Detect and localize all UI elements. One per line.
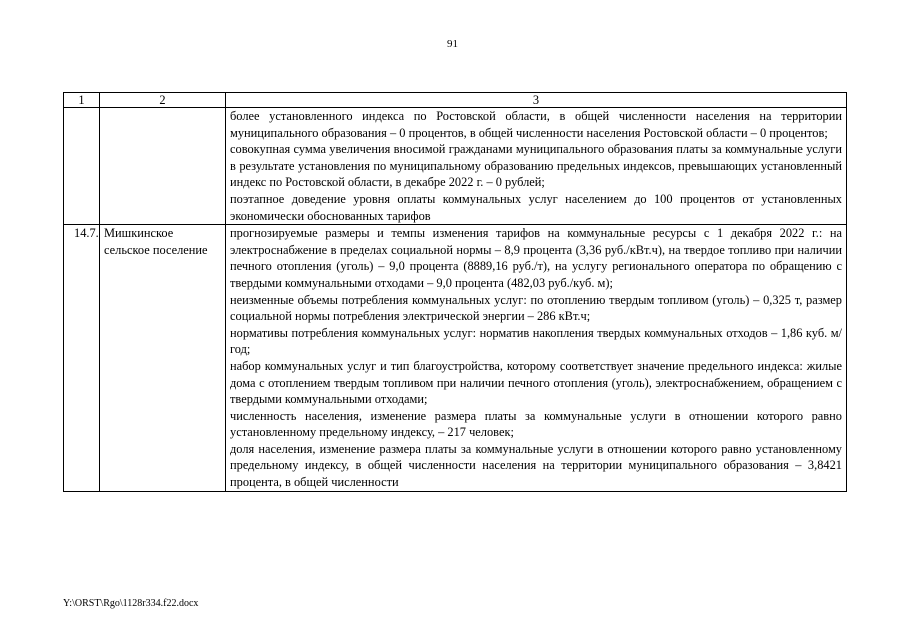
row-description — [226, 225, 847, 492]
row-municipality: Мишкинское сельское поселение — [100, 225, 226, 492]
header-col-3: 3 — [226, 93, 847, 108]
table-row-14-7 — [64, 225, 847, 492]
row-number — [64, 108, 100, 225]
paragraph: прогнозируемые размеры и темпы изменения тарифов на коммунальные ресурсы с 1 декабря 2022 г.: на электроснабжение в пределах социальной нормы – 8,9 процента (3,36 руб./кВт.ч), на твердое топливо при наличии печного отопления (уголь) – 9,0 процента (8889,16 руб./т), на услугу регионального оператора по обращению с твердыми коммунальными отходами – 9,0 процента (482,03 руб./куб. м); — [230, 226, 842, 290]
header-col-2: 2 — [100, 93, 226, 108]
paragraph: нормативы потребления коммунальных услуг: норматив накопления твердых коммунальных отходов – 1,86 куб. м/год; — [230, 325, 842, 357]
page-number: 91 — [447, 38, 458, 50]
paragraph: доля населения, изменение размера платы за коммунальные услуги в отношении которого равно установленному предельному индексу, в общей численности населения на территории муниципального образования – 3,8421 процента, в общей численности — [230, 441, 842, 490]
row-number: 14.7. — [64, 225, 100, 492]
tariff-table — [63, 92, 847, 492]
paragraph: совокупная сумма увеличения вносимой гражданами муниципального образования платы за коммунальные услуги в результате установления по муниципальному образованию предельных индексов, превышающих установленный индекс по Ростовской области, в декабре 2022 г. – 0 рублей; — [230, 142, 842, 190]
paragraph: более установленного индекса по Ростовской области, в общей численности населения на территории муниципального образования – 0 процентов, в общей численности населения Ростовской области – 0 процентов; — [230, 109, 842, 140]
table-header-row — [64, 93, 847, 108]
row-municipality — [100, 108, 226, 225]
paragraph: неизменные объемы потребления коммунальных услуг: по отоплению твердым топливом (уголь) – 0,325 т, размер социальной нормы потребления электрической энергии – 286 кВт.ч; — [230, 292, 842, 324]
paragraph: набор коммунальных услуг и тип благоустройства, которому соответствует значение предельного индекса: жилые дома с отоплением твердым топливом при наличии печного отопления (уголь), электроснабжением, обращением с твердыми коммунальными отходами; — [230, 358, 842, 407]
paragraph: численность населения, изменение размера платы за коммунальные услуги в отношении которого равно установленному предельному индексу, – 217 человек; — [230, 408, 842, 440]
row-description — [226, 108, 847, 225]
table-row-continuation — [64, 108, 847, 225]
paragraph: поэтапное доведение уровня оплаты коммунальных услуг населением до 100 процентов от установленных экономически обоснованных тарифов — [230, 191, 842, 223]
footer-file-path: Y:\ORST\Rgo\1128r334.f22.docx — [63, 598, 199, 609]
header-col-1: 1 — [64, 93, 100, 108]
